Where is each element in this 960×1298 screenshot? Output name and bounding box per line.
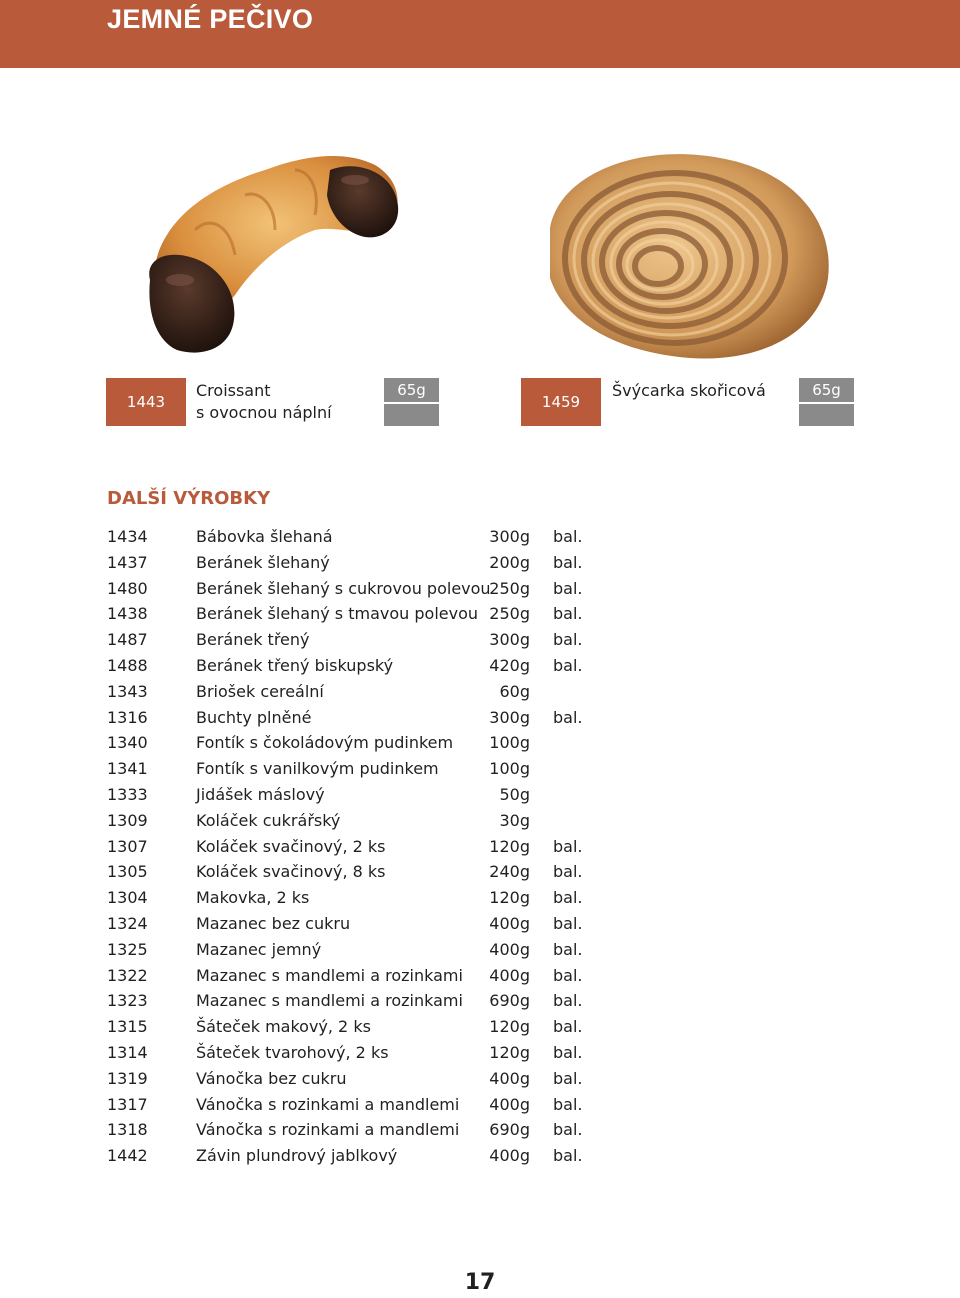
- product-name: Beránek třený: [196, 630, 310, 650]
- product-unit: bal.: [553, 630, 583, 650]
- list-item: [107, 834, 627, 860]
- product-unit: bal.: [553, 1146, 583, 1166]
- product-list: [107, 524, 627, 1169]
- product-unit: bal.: [553, 1094, 583, 1114]
- list-item: [107, 653, 627, 679]
- product-weight: 400g: [489, 913, 530, 933]
- list-item: [107, 885, 627, 911]
- product-code: 1319: [107, 1068, 148, 1088]
- product-code: 1443: [126, 393, 166, 411]
- croissant-photo: [135, 145, 415, 365]
- product-name: Fontík s vanilkovým pudinkem: [196, 759, 439, 779]
- list-item: [107, 705, 627, 731]
- product-code: 1488: [107, 655, 148, 675]
- list-item: [107, 1014, 627, 1040]
- product-code: 1437: [107, 552, 148, 572]
- product-unit: bal.: [553, 913, 583, 933]
- list-item: [107, 859, 627, 885]
- product-unit: bal.: [553, 836, 583, 856]
- list-item: [107, 1117, 627, 1143]
- product-code: 1314: [107, 1042, 148, 1062]
- product-name-line: s ovocnou náplní: [196, 403, 332, 422]
- product-name: [196, 380, 332, 424]
- product-code: 1322: [107, 965, 148, 985]
- product-unit: bal.: [553, 965, 583, 985]
- product-code: 1459: [541, 393, 581, 411]
- product-unit: bal.: [553, 888, 583, 908]
- product-unit: bal.: [553, 939, 583, 959]
- product-weight: 120g: [489, 1042, 530, 1062]
- product-code: 1305: [107, 862, 148, 882]
- product-weight: 240g: [489, 862, 530, 882]
- list-item: [107, 988, 627, 1014]
- product-weight: 300g: [489, 630, 530, 650]
- product-code: 1480: [107, 578, 148, 598]
- product-unit: bal.: [553, 1068, 583, 1088]
- product-weight: 400g: [489, 1094, 530, 1114]
- product-unit: bal.: [553, 655, 583, 675]
- product-name-line: Croissant: [196, 381, 271, 400]
- product-code: 1442: [107, 1146, 148, 1166]
- product-name: Beránek třený biskupský: [196, 655, 394, 675]
- product-code: 1333: [107, 784, 148, 804]
- product-weight: 690g: [489, 1120, 530, 1140]
- list-item: [107, 1040, 627, 1066]
- product-weight: 400g: [489, 939, 530, 959]
- list-item: [107, 911, 627, 937]
- product-unit: bal.: [553, 1120, 583, 1140]
- product-weight: 120g: [489, 888, 530, 908]
- product-name-line: Švýcarka skořicová: [612, 381, 766, 400]
- list-item: [107, 782, 627, 808]
- product-name: [612, 380, 766, 402]
- product-weight: 250g: [489, 604, 530, 624]
- list-item: [107, 1143, 627, 1169]
- product-unit: bal.: [553, 604, 583, 624]
- product-name: Beránek šlehaný s cukrovou polevou: [196, 578, 491, 598]
- product-code: 1487: [107, 630, 148, 650]
- product-name: Mazanec jemný: [196, 939, 322, 959]
- product-unit: bal.: [553, 1042, 583, 1062]
- weight-badge: [384, 378, 439, 426]
- product-name: Koláček svačinový, 8 ks: [196, 862, 386, 882]
- product-name: Beránek šlehaný s tmavou polevou: [196, 604, 479, 624]
- product-unit: bal.: [553, 527, 583, 546]
- product-code: 1323: [107, 991, 148, 1011]
- product-unit: bal.: [553, 578, 583, 598]
- product-weight: 30g: [499, 810, 530, 830]
- product-code: 1318: [107, 1120, 148, 1140]
- product-name: Mazanec bez cukru: [196, 913, 351, 933]
- product-code: 1315: [107, 1017, 148, 1037]
- list-item: [107, 730, 627, 756]
- product-weight: 400g: [489, 1146, 530, 1166]
- list-item: [107, 756, 627, 782]
- product-weight: 400g: [489, 1068, 530, 1088]
- product-weight: 65g: [384, 378, 439, 402]
- product-code: 1324: [107, 913, 148, 933]
- product-code: 1307: [107, 836, 148, 856]
- product-name: Vánočka bez cukru: [196, 1068, 347, 1088]
- weight-badge: [799, 378, 854, 426]
- product-code: 1438: [107, 604, 148, 624]
- list-item: [107, 601, 627, 627]
- product-code: 1325: [107, 939, 148, 959]
- product-weight: 60g: [499, 681, 530, 701]
- list-item: [107, 963, 627, 989]
- product-weight: 690g: [489, 991, 530, 1011]
- product-weight: 420g: [489, 655, 530, 675]
- product-unit: bal.: [553, 991, 583, 1011]
- product-code: 1340: [107, 733, 148, 753]
- product-unit: bal.: [553, 1017, 583, 1037]
- product-name: Koláček cukrářský: [196, 810, 341, 830]
- product-weight: 300g: [489, 707, 530, 727]
- list-item: [107, 937, 627, 963]
- product-name: Fontík s čokoládovým pudinkem: [196, 733, 454, 753]
- product-code-badge: [521, 378, 601, 426]
- product-code: 1304: [107, 888, 148, 908]
- product-name: Koláček svačinový, 2 ks: [196, 836, 386, 856]
- product-name: Buchty plněné: [196, 707, 312, 727]
- product-weight: 400g: [489, 965, 530, 985]
- product-name: Jidášek máslový: [196, 784, 325, 804]
- page-number: 17: [464, 1270, 496, 1295]
- header-bar: [0, 0, 960, 68]
- cinnamon-roll-photo: [540, 148, 835, 363]
- product-weight: 65g: [799, 378, 854, 402]
- product-code-badge: [106, 378, 186, 426]
- product-name: Vánočka s rozinkami a mandlemi: [196, 1120, 460, 1140]
- product-code: 1434: [107, 527, 148, 546]
- product-name: Mazanec s mandlemi a rozinkami: [196, 991, 463, 1011]
- product-unit: bal.: [553, 552, 583, 572]
- list-item: [107, 524, 627, 550]
- product-code: 1316: [107, 707, 148, 727]
- section-title: DALŠÍ VÝROBKY: [107, 488, 271, 509]
- product-name: Šáteček makový, 2 ks: [196, 1017, 371, 1037]
- page-title: JEMNÉ PEČIVO: [107, 4, 314, 34]
- product-name: Bábovka šlehaná: [196, 527, 333, 546]
- product-name: Šáteček tvarohový, 2 ks: [196, 1042, 389, 1062]
- list-item: [107, 550, 627, 576]
- product-name: Briošek cereální: [196, 681, 324, 701]
- product-weight: 100g: [489, 733, 530, 753]
- product-code: 1317: [107, 1094, 148, 1114]
- list-item: [107, 679, 627, 705]
- product-unit: bal.: [553, 707, 583, 727]
- product-name: Vánočka s rozinkami a mandlemi: [196, 1094, 460, 1114]
- list-item: [107, 1092, 627, 1118]
- product-weight: 100g: [489, 759, 530, 779]
- list-item: [107, 627, 627, 653]
- product-weight: 120g: [489, 836, 530, 856]
- list-item: [107, 1066, 627, 1092]
- product-code: 1309: [107, 810, 148, 830]
- product-code: 1341: [107, 759, 148, 779]
- product-unit: bal.: [553, 862, 583, 882]
- product-weight: 250g: [489, 578, 530, 598]
- product-weight: 200g: [489, 552, 530, 572]
- product-name: Beránek šlehaný: [196, 552, 330, 572]
- product-code: 1343: [107, 681, 148, 701]
- product-name: Mazanec s mandlemi a rozinkami: [196, 965, 463, 985]
- product-name: Makovka, 2 ks: [196, 888, 310, 908]
- list-item: [107, 576, 627, 602]
- product-weight: 50g: [499, 784, 530, 804]
- product-weight: 120g: [489, 1017, 530, 1037]
- product-name: Závin plundrový jablkový: [196, 1146, 398, 1166]
- product-weight: 300g: [489, 527, 530, 546]
- list-item: [107, 808, 627, 834]
